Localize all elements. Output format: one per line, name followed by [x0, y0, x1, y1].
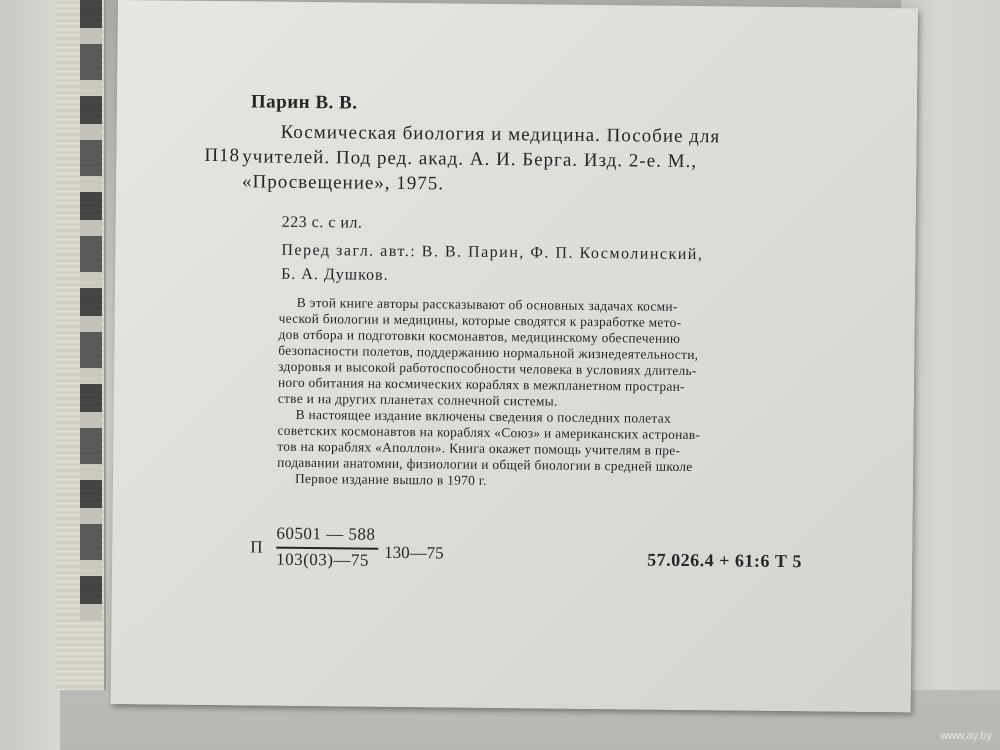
annotation-line: В настоящее издание включены сведения о последних полетах	[295, 406, 672, 426]
book-cover-left	[0, 0, 60, 750]
annotation-line: безопасности полетов, поддержанию нормальной жизнедеятельности,	[278, 342, 699, 363]
annotation-line: В этой книге авторы рассказывают об основных задачах косми-	[296, 294, 678, 314]
annotation-line: подавании анатомии, физиологии и общей биологии в средней школе	[277, 454, 693, 475]
annotation-line: Первое издание вышло в 1970 г.	[294, 470, 487, 488]
price-suffix: 130—75	[384, 542, 444, 563]
price-denominator: 103(03)—75	[276, 549, 370, 570]
annotation-line: ческой биологии и медицины, которые сводятся к разработке мето-	[278, 310, 682, 330]
annotation-line: ного обитания на космических кораблях в межпланетном простран-	[277, 374, 685, 394]
annotation-line: стве и на других планетах солнечной системы.	[277, 390, 558, 409]
watermark: www.ay.by	[940, 730, 992, 742]
annotation-line: тов на кораблях «Аполлон». Книга окажет помощь учителям в пре-	[277, 438, 681, 458]
annotation-line: дов отбора и подготовки космонавтов, медицинскому обеспечению	[278, 326, 681, 346]
price-letter: П	[250, 537, 263, 557]
annotation-line: советских космонавтов на кораблях «Союз» и американских астронав-	[277, 422, 701, 443]
authors-line: Перед загл. авт.: В. В. Парин, Ф. П. Космолинский,	[281, 241, 704, 264]
title-line: «Просвещение», 1975.	[241, 171, 445, 195]
price-numerator: 60501 — 588	[276, 523, 376, 544]
page-count: 223 с. с ил.	[281, 213, 363, 232]
title-line: учителей. Под ред. акад. А. И. Берга. Изд. 2-е. М.,	[242, 146, 698, 173]
title-line: Космическая биология и медицина. Пособие для	[280, 121, 721, 148]
catalog-page	[111, 0, 918, 712]
authors-line: Б. А. Душков.	[281, 265, 389, 284]
catalog-code: П18	[204, 144, 241, 167]
classification-code: 57.026.4 + 61:6 Т 5	[647, 549, 803, 572]
book-author: Парин В. В.	[250, 91, 358, 114]
spine-pattern	[80, 0, 102, 620]
annotation-line: здоровья и высокой работоспособности человека в условиях длитель-	[278, 358, 697, 379]
